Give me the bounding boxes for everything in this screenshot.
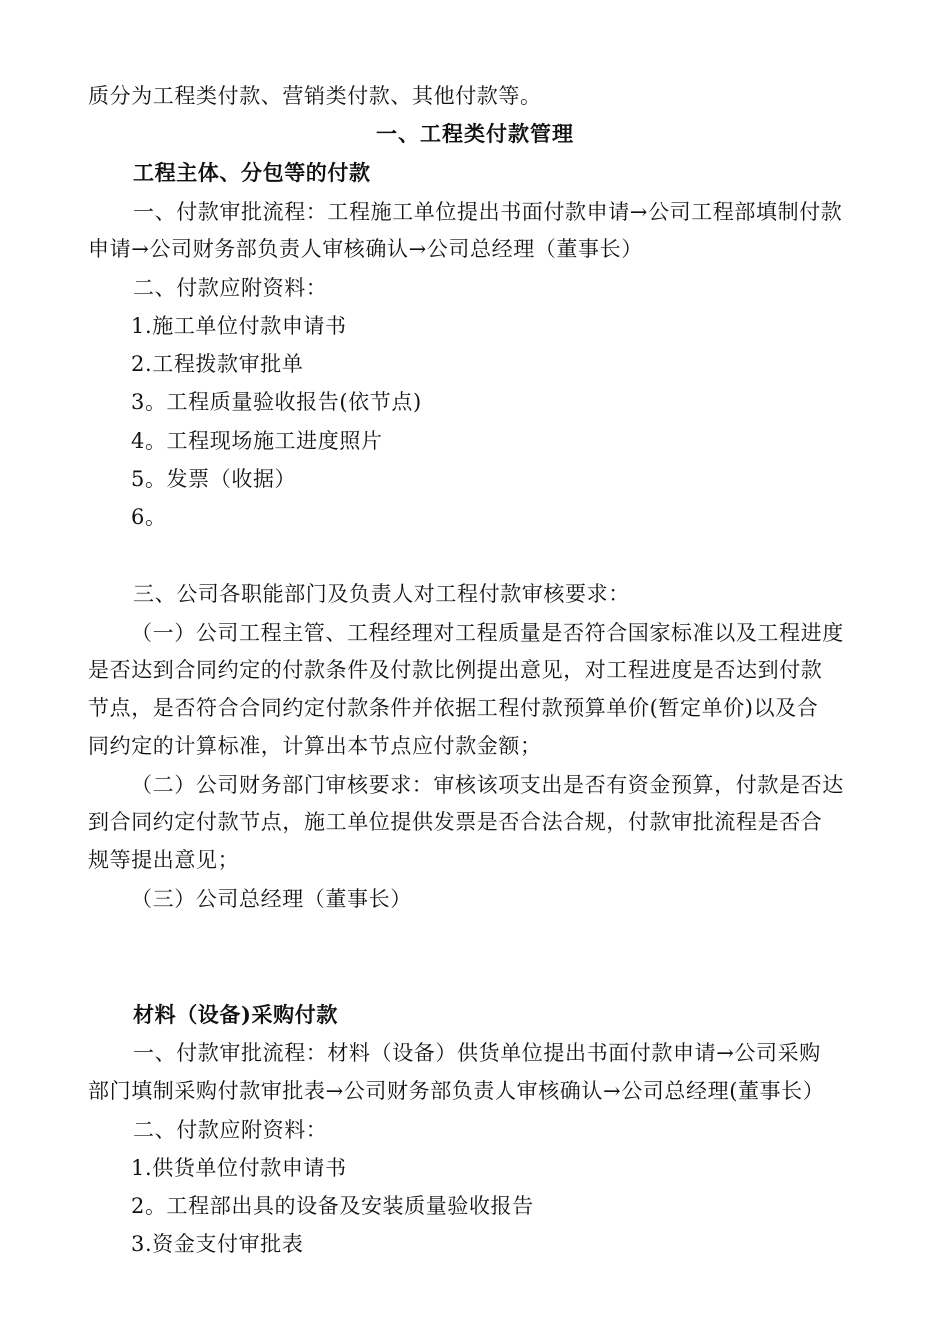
engineering-review-2-line: 到合同约定付款节点，施工单位提供发票是否合法合规，付款审批流程是否合 (88, 810, 823, 834)
engineering-review-1-line: 同约定的计算标准，计算出本节点应付款金额； (88, 734, 542, 758)
engineering-attachment-item: 5。发票（收据） (131, 467, 297, 491)
engineering-attachment-item: 2.工程拨款审批单 (131, 352, 304, 376)
section-title: 一、工程类付款管理 (376, 121, 574, 146)
materials-flow-line-2: 部门填制采购付款审批表→公司财务部负责人审核确认→公司总经理(董事长） (88, 1079, 825, 1103)
engineering-attach-title: 二、付款应附资料： (133, 276, 328, 300)
engineering-attachment-item: 1.施工单位付款申请书 (131, 314, 347, 338)
engineering-review-2-line: 规等提出意见； (88, 848, 240, 872)
materials-attach-title: 二、付款应附资料： (133, 1118, 328, 1142)
materials-attachment-item: 3.资金支付审批表 (131, 1232, 304, 1256)
engineering-heading: 工程主体、分包等的付款 (133, 160, 371, 185)
materials-heading: 材料（设备)采购付款 (133, 1002, 338, 1027)
engineering-attachment-item: 6。 (131, 505, 167, 529)
engineering-review-title: 三、公司各职能部门及负责人对工程付款审核要求： (133, 582, 630, 606)
engineering-attachment-item: 4。工程现场施工进度照片 (131, 429, 383, 453)
intro-line: 质分为工程类付款、营销类付款、其他付款等。 (88, 84, 542, 108)
engineering-flow-line-2: 申请→公司财务部负责人审核确认→公司总经理（董事长） (88, 237, 643, 261)
engineering-attachment-item: 3。工程质量验收报告(依节点) (131, 390, 422, 414)
materials-attachment-item: 2。工程部出具的设备及安装质量验收报告 (131, 1194, 534, 1218)
engineering-review-1-line: 节点，是否符合合同约定付款条件并依据工程付款预算单价(暂定单价)以及合 (88, 696, 819, 720)
engineering-review-1-line: （一）公司工程主管、工程经理对工程质量是否符合国家标准以及工程进度 (131, 621, 844, 645)
materials-attachment-item: 1.供货单位付款申请书 (131, 1156, 347, 1180)
engineering-review-2-line: （二）公司财务部门审核要求：审核该项支出是否有资金预算，付款是否达 (131, 773, 844, 797)
engineering-flow-line-1: 一、付款审批流程：工程施工单位提出书面付款申请→公司工程部填制付款 (133, 200, 843, 224)
engineering-review-1-line: 是否达到合同约定的付款条件及付款比例提出意见，对工程进度是否达到付款 (88, 658, 823, 682)
materials-flow-line-1: 一、付款审批流程：材料（设备）供货单位提出书面付款申请→公司采购 (133, 1041, 821, 1065)
engineering-review-3-line: （三）公司总经理（董事长） (131, 887, 412, 911)
